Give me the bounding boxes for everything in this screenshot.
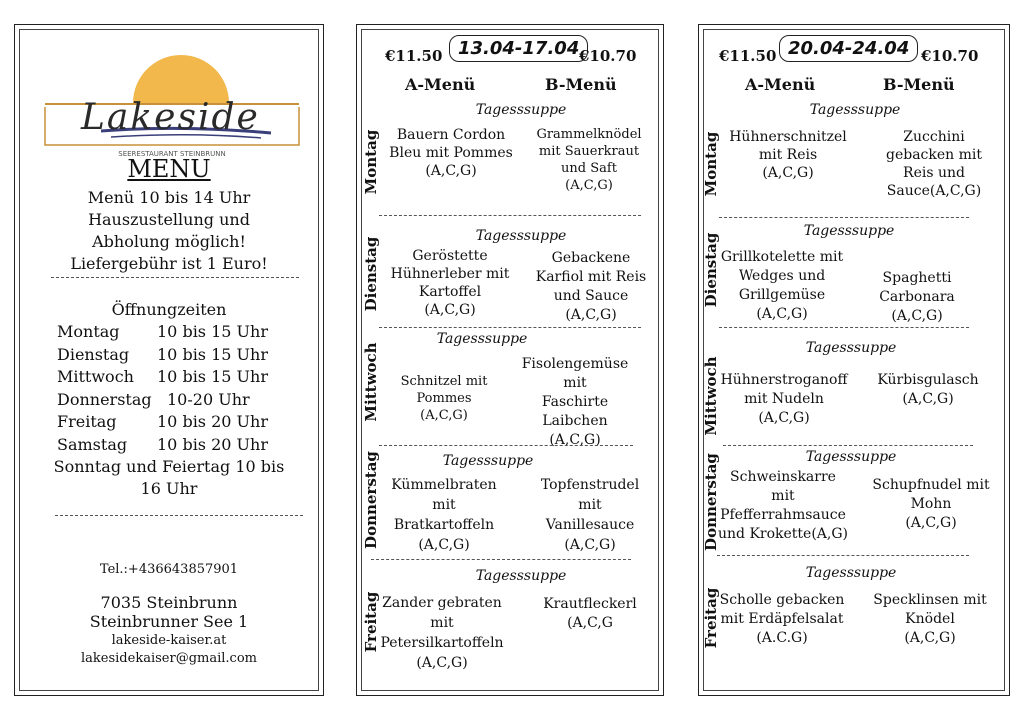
- item-line: Fisolengemüse: [521, 356, 629, 372]
- hours-sunday-line: Sonntag und Feiertag 10 bis: [53, 457, 285, 476]
- soup-label: Tagesssuppe: [809, 102, 901, 118]
- day-label-montag: Montag: [702, 131, 720, 197]
- hours-row: [57, 344, 268, 367]
- item-line: Pommes: [416, 391, 472, 406]
- web-link[interactable]: lakeside-kaiser.at: [111, 633, 227, 648]
- day-label-freitag: Freitag: [702, 587, 720, 649]
- soup-label: Tagesssuppe: [475, 568, 567, 584]
- hours-row: [57, 389, 268, 412]
- item-line: (A,C,G): [416, 655, 468, 671]
- item-line: (A,C,G): [420, 408, 468, 423]
- item-line: mit: [771, 488, 795, 504]
- intro-line: Liefergebühr ist 1 Euro!: [70, 254, 268, 273]
- date-range: [449, 38, 588, 59]
- item-line: (A,C,G): [564, 537, 616, 553]
- item-line: Zander gebraten: [382, 595, 502, 611]
- item-line: Spaghetti: [882, 270, 952, 286]
- menu-item-b: [517, 475, 663, 555]
- info-panel: [14, 24, 324, 696]
- menu-item-a: [713, 128, 863, 182]
- item-line: Gebackene: [551, 250, 631, 266]
- phone: Tel.:+436643857901: [99, 562, 239, 577]
- item-line: (A,C,G): [905, 515, 957, 531]
- hours-row: [57, 434, 268, 457]
- hours-day: Samstag: [57, 434, 128, 454]
- address-line: Steinbrunner See 1: [89, 612, 249, 631]
- soup-label: Tagesssuppe: [805, 340, 897, 356]
- menu-item-a: [707, 248, 857, 324]
- date-badge: 13.04-17.04: [449, 35, 588, 62]
- item-line: Wedges und: [738, 268, 826, 284]
- date-badge: 20.04-24.04: [779, 35, 918, 62]
- item-line: und Saft: [561, 161, 617, 176]
- hours-time: 10 bis 20 Uhr: [157, 412, 268, 431]
- menu-item-a: [377, 373, 511, 424]
- item-line: Geröstette: [412, 248, 488, 264]
- menu-item-a: [705, 468, 861, 544]
- week-panel-1: [356, 24, 664, 696]
- item-line: (A,C,G): [565, 307, 617, 323]
- item-line: Grillgemüse: [738, 287, 826, 303]
- item-line: mit Erdäpfelsalat: [720, 611, 844, 627]
- item-line: Sauce(A,C,G): [886, 183, 982, 199]
- day-label-donnerstag: Donnerstag: [362, 451, 380, 549]
- date-range: [779, 38, 918, 59]
- item-line: Grammelknödel: [536, 127, 642, 142]
- item-line: Laibchen: [542, 413, 608, 429]
- item-line: (A,C,G: [567, 615, 613, 631]
- hours-day: Mittwoch: [57, 367, 134, 386]
- item-line: Pfefferrahmsauce: [720, 507, 846, 523]
- col-header-a: A-Menü: [745, 75, 816, 94]
- soup-label: Tagesssuppe: [442, 453, 534, 469]
- menu-item-a: [369, 475, 519, 555]
- hours-time: 10 bis 20 Uhr: [157, 434, 268, 454]
- item-line: Mohn: [910, 496, 952, 512]
- menu-title: MENU: [127, 155, 211, 183]
- item-line: (A,C,G): [758, 410, 810, 426]
- address-line: 7035 Steinbrunn: [100, 593, 238, 612]
- day-label-donnerstag: Donnerstag: [702, 453, 720, 551]
- soup-label: Tagesssuppe: [475, 102, 567, 118]
- logo: [41, 47, 303, 158]
- divider: [371, 559, 631, 560]
- hours-time: 10 bis 15 Uhr: [157, 367, 268, 386]
- hours-title: Öffnungzeiten: [111, 300, 227, 319]
- hours-row: [57, 366, 268, 389]
- item-line: (A,C,G): [424, 302, 476, 318]
- item-line: Hühnerstroganoff: [720, 372, 848, 388]
- item-line: mit: [430, 615, 454, 631]
- item-line: Schweinskarre: [730, 469, 836, 485]
- item-line: (A,C,G): [891, 308, 943, 324]
- item-line: Specklinsen mit: [873, 592, 987, 608]
- item-line: mit: [432, 497, 456, 513]
- col-header-b: B-Menü: [883, 75, 955, 94]
- divider: [719, 327, 969, 328]
- price-a: €11.50: [385, 47, 443, 65]
- item-line: und Sauce: [553, 288, 629, 304]
- hours-row: [57, 321, 268, 344]
- logo-text: Lakeside: [81, 97, 260, 138]
- menu-item-b: [847, 269, 987, 326]
- hours-day: Donnerstag: [57, 389, 152, 409]
- hours-time: 10-20 Uhr: [167, 389, 250, 409]
- intro-line: Menü 10 bis 14 Uhr: [87, 188, 251, 207]
- item-line: Vanillesauce: [545, 517, 635, 533]
- item-line: Schnitzel mit: [400, 374, 488, 389]
- item-line: Grillkotelette mit: [720, 249, 844, 265]
- item-line: mit Nudeln: [744, 391, 824, 407]
- col-header-b: B-Menü: [545, 75, 617, 94]
- divider: [717, 555, 969, 556]
- item-line: Kürbisgulasch: [877, 372, 979, 388]
- item-line: Bratkartoffeln: [393, 517, 495, 533]
- item-line: (A,C,G): [762, 165, 814, 181]
- item-line: (A,C,G): [425, 163, 477, 179]
- item-line: und Krokette(A,G): [718, 526, 848, 542]
- item-line: Schupfnudel mit: [872, 477, 990, 493]
- item-line: Petersilkartoffeln: [380, 635, 504, 651]
- item-line: mit: [563, 375, 587, 391]
- item-line: Karfiol mit Reis: [535, 269, 647, 285]
- item-line: Bleu mit Pommes: [389, 145, 513, 161]
- menu-item-a: [365, 593, 519, 673]
- item-line: gebacken mit: [885, 147, 982, 163]
- day-label-dienstag: Dienstag: [362, 236, 380, 312]
- item-line: (A,C,G): [756, 306, 808, 322]
- item-line: Topfenstrudel: [540, 477, 640, 493]
- soup-label: Tagesssuppe: [805, 565, 897, 581]
- hours-list: [57, 321, 268, 456]
- item-line: Kümmelbraten: [391, 477, 497, 493]
- hours-sunday: [15, 456, 323, 500]
- day-label-freitag: Freitag: [362, 591, 380, 653]
- item-line: Reis und: [903, 165, 965, 181]
- divider: [719, 217, 969, 218]
- item-line: mit Sauerkraut: [538, 144, 640, 159]
- logo-subtitle: SEERESTAURANT STEINBRUNN: [118, 150, 226, 158]
- item-line: (A,C,G): [902, 391, 954, 407]
- divider: [51, 277, 299, 278]
- menu-item-b: [857, 371, 999, 409]
- menu-item-a: [703, 591, 861, 648]
- item-line: (A,C,G): [565, 178, 613, 193]
- col-header-a: A-Menü: [405, 75, 476, 94]
- item-line: Knödel: [905, 611, 955, 627]
- menu-item-b: [863, 128, 1005, 200]
- divider: [723, 445, 973, 446]
- soup-label: Tagesssuppe: [436, 331, 528, 347]
- intro-line: Abholung möglich!: [92, 232, 246, 251]
- hours-row: [57, 411, 268, 434]
- day-label-mittwoch: Mittwoch: [702, 356, 720, 436]
- item-line: mit: [578, 497, 602, 513]
- day-label-dienstag: Dienstag: [702, 232, 720, 308]
- email-link[interactable]: lakesidekaiser@gmail.com: [81, 651, 257, 666]
- price-b: €10.70: [579, 47, 637, 65]
- item-line: Zucchini: [903, 129, 965, 145]
- price-b: €10.70: [921, 47, 979, 65]
- item-line: (A.C.G): [756, 630, 808, 646]
- menu-item-a: [379, 126, 523, 180]
- day-label-montag: Montag: [362, 129, 380, 195]
- hours-day: Freitag: [57, 412, 117, 431]
- item-line: mit Reis: [758, 147, 818, 163]
- item-line: (A,C,G): [549, 432, 601, 448]
- item-line: Kartoffel: [418, 284, 482, 300]
- item-line: Hühnerschnitzel: [729, 129, 847, 145]
- item-line: Scholle gebacken: [719, 592, 845, 608]
- menu-item-b: [519, 126, 659, 194]
- hours-time: 10 bis 15 Uhr: [157, 344, 268, 364]
- item-line: Hühnerleber mit: [390, 266, 510, 282]
- intro-text: [15, 187, 323, 275]
- address: [15, 593, 323, 631]
- divider: [379, 445, 633, 446]
- menu-item-a: [709, 371, 859, 428]
- menu-item-b: [517, 595, 663, 633]
- day-label-mittwoch: Mittwoch: [362, 342, 380, 422]
- hours-day: Dienstag: [57, 344, 130, 364]
- menu-item-b: [517, 249, 665, 325]
- menu-item-b: [505, 355, 645, 450]
- item-line: Krautfleckerl: [543, 596, 637, 612]
- soup-label: Tagesssuppe: [805, 449, 897, 465]
- item-line: Carbonara: [879, 289, 955, 305]
- divider: [379, 327, 641, 328]
- item-line: (A,C,G): [904, 630, 956, 646]
- menu-item-a: [375, 247, 525, 319]
- divider: [55, 515, 303, 516]
- soup-label: Tagesssuppe: [803, 223, 895, 239]
- item-line: Faschirte: [541, 394, 609, 410]
- menu-item-b: [857, 476, 1005, 533]
- price-a: €11.50: [719, 47, 777, 65]
- item-line: (A,C,G): [418, 537, 470, 553]
- intro-line: Hauszustellung und: [88, 210, 250, 229]
- hours-time: 10 bis 15 Uhr: [157, 322, 268, 341]
- hours-sunday-line: 16 Uhr: [140, 479, 198, 498]
- week-panel-2: [698, 24, 1010, 696]
- menu-item-b: [855, 591, 1005, 648]
- item-line: Bauern Cordon: [396, 127, 506, 143]
- hours-day: Montag: [57, 322, 120, 341]
- divider: [379, 215, 641, 216]
- soup-label: Tagesssuppe: [475, 228, 567, 244]
